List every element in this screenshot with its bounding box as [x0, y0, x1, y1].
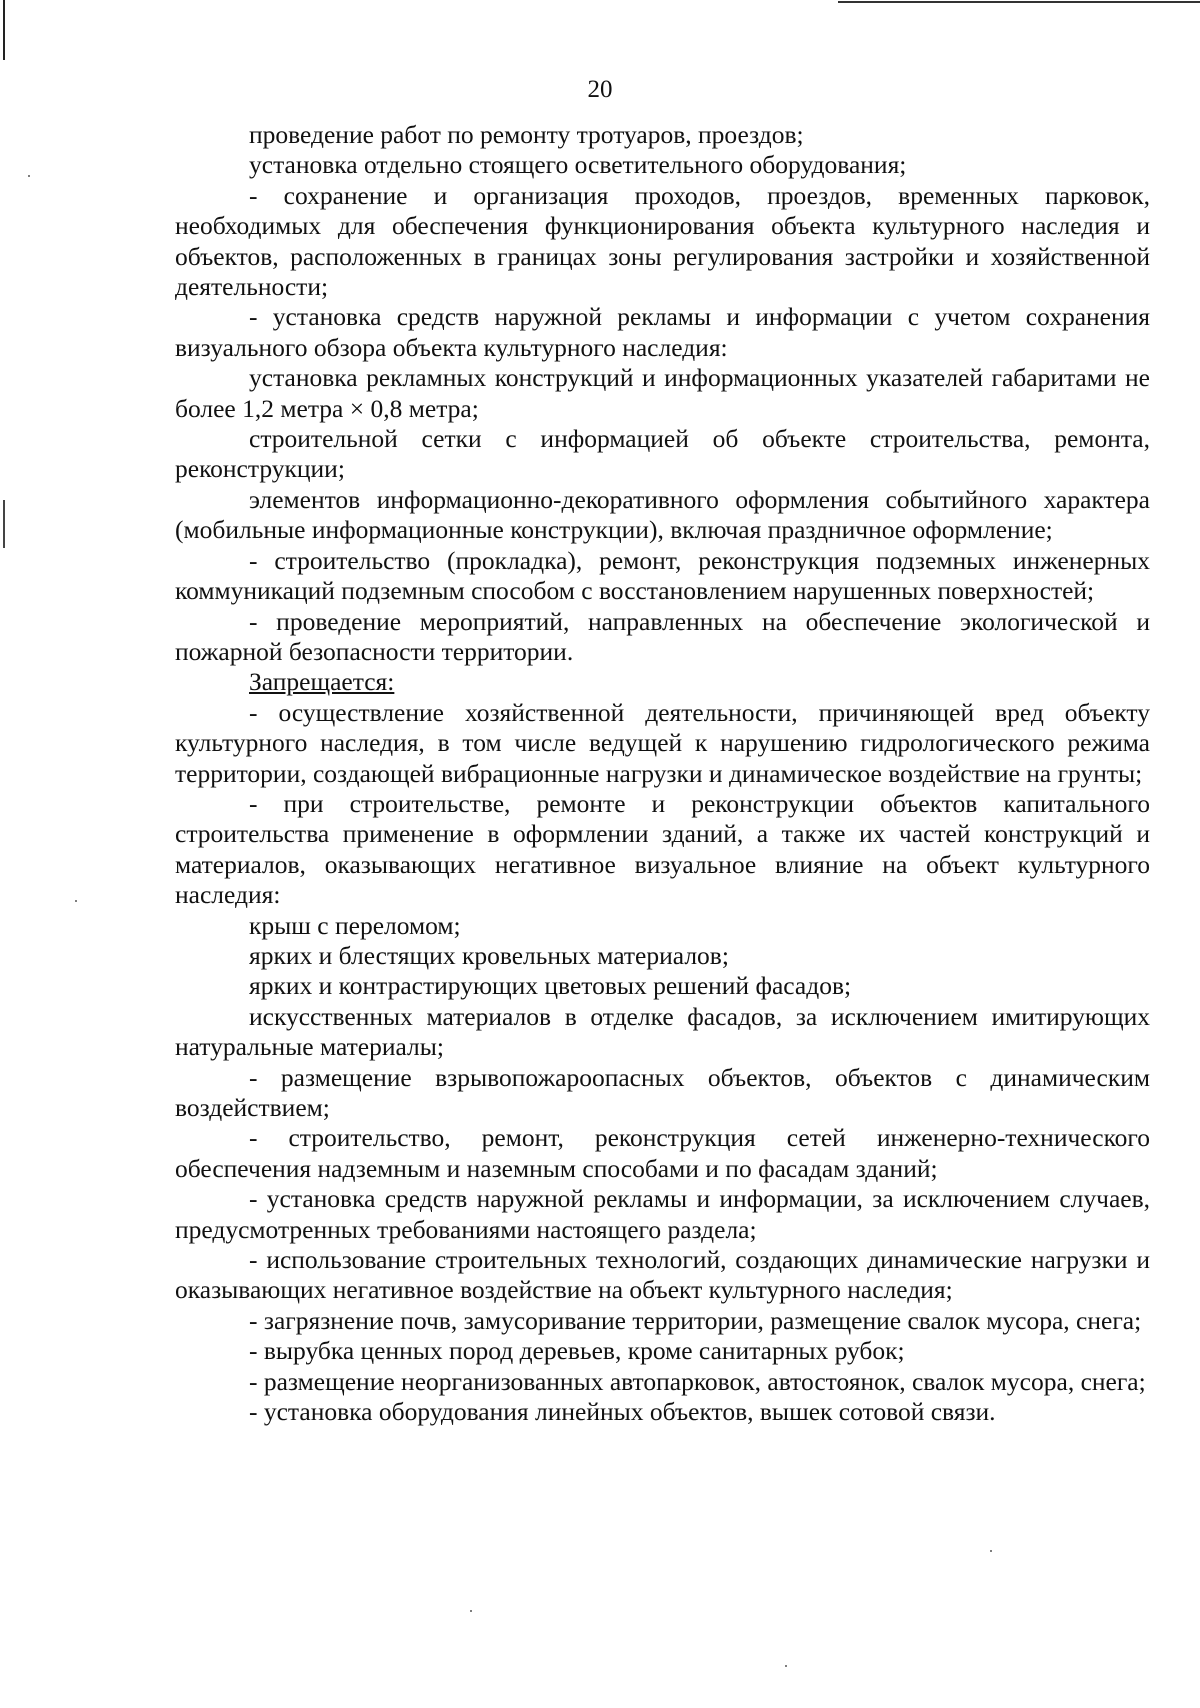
paragraph: - строительство, ремонт, реконструкция сетей инженерно-технического обеспечения надземным и наземным способами и по фасадам зданий; — [175, 1123, 1150, 1183]
paragraph: установка отдельно стоящего осветительного оборудования; — [249, 150, 907, 180]
paragraph: - вырубка ценных пород деревьев, кроме санитарных рубок; — [249, 1336, 905, 1366]
paragraph: - использование строительных технологий, создающих динамические нагрузки и оказывающих негативное воздействие на объект культурного наследия; — [175, 1245, 1150, 1305]
paragraph: - осуществление хозяйственной деятельности, причиняющей вред объекту культурного наследия, в том числе ведущей к нарушению гидрологического режима территории, создающей вибрационные нагрузки и динамическое воздействие на грунты; — [175, 697, 1150, 788]
scan-speck — [75, 900, 77, 902]
paragraph: - строительство (прокладка), ремонт, реконструкция подземных инженерных коммуникаций подземным способом с восстановлением нарушенных поверхностей; — [175, 545, 1150, 606]
page-number: 20 — [587, 76, 613, 103]
paragraph: элементов информационно-декоративного оформления событийного характера (мобильные информационные конструкции), включая праздничное оформление; — [175, 484, 1150, 545]
paragraph: строительной сетки с информацией об объекте строительства, ремонта, реконструкции; — [175, 424, 1150, 484]
paragraph: - размещение взрывопожароопасных объектов, объектов с динамическим воздействием; — [175, 1062, 1150, 1122]
paragraph: проведение работ по ремонту тротуаров, проездов; — [249, 120, 804, 149]
paragraph: - установка средств наружной рекламы и информации, за исключением случаев, предусмотренных требованиями настоящего раздела; — [175, 1184, 1150, 1244]
prohibited-heading: Запрещается: — [249, 667, 395, 697]
paragraph: - при строительстве, ремонте и реконструкции объектов капитального строительства применение в оформлении зданий, а также их частей конструкций и материалов, оказывающих негативное визуальное влияние на объект культурного наследия: — [175, 788, 1150, 910]
section-heading-prohibited — [175, 667, 1150, 697]
paragraph: - установка оборудования линейных объектов, вышек сотовой связи. — [249, 1397, 996, 1427]
paragraph: искусственных материалов в отделке фасадов, за исключением имитирующих натуральные материалы; — [175, 1001, 1150, 1062]
scan-edge-mark — [3, 0, 5, 60]
scan-edge-mark — [3, 500, 5, 548]
paragraph: - проведение мероприятий, направленных на обеспечение экологической и пожарной безопасности территории. — [175, 606, 1150, 666]
scan-speck — [990, 1550, 992, 1552]
scan-speck — [470, 1610, 472, 1612]
paragraph: установка рекламных конструкций и информационных указателей габаритами не более 1,2 метра × 0,8 метра; — [175, 363, 1150, 423]
paragraph: ярких и контрастирующих цветовых решений фасадов; — [249, 971, 852, 1001]
paragraph: - установка средств наружной рекламы и информации с учетом сохранения визуального обзора объекта культурного наследия: — [175, 302, 1150, 362]
paragraph: крыш с переломом; — [249, 910, 461, 940]
scan-edge-mark — [838, 1, 1200, 3]
document-body — [175, 120, 1150, 1427]
scan-speck — [785, 1665, 787, 1667]
paragraph: - сохранение и организация проходов, проездов, временных парковок, необходимых для обеспечения функционирования объекта культурного наследия и объектов, расположенных в границах зоны регулирования застройки и хозяйственной деятельности; — [175, 180, 1150, 302]
scan-speck — [28, 175, 30, 177]
paragraph: ярких и блестящих кровельных материалов; — [249, 940, 729, 970]
paragraph: - загрязнение почв, замусоривание территории, размещение свалок мусора, снега; — [249, 1305, 1142, 1335]
paragraph: - размещение неорганизованных автопарковок, автостоянок, свалок мусора, снега; — [249, 1366, 1146, 1396]
